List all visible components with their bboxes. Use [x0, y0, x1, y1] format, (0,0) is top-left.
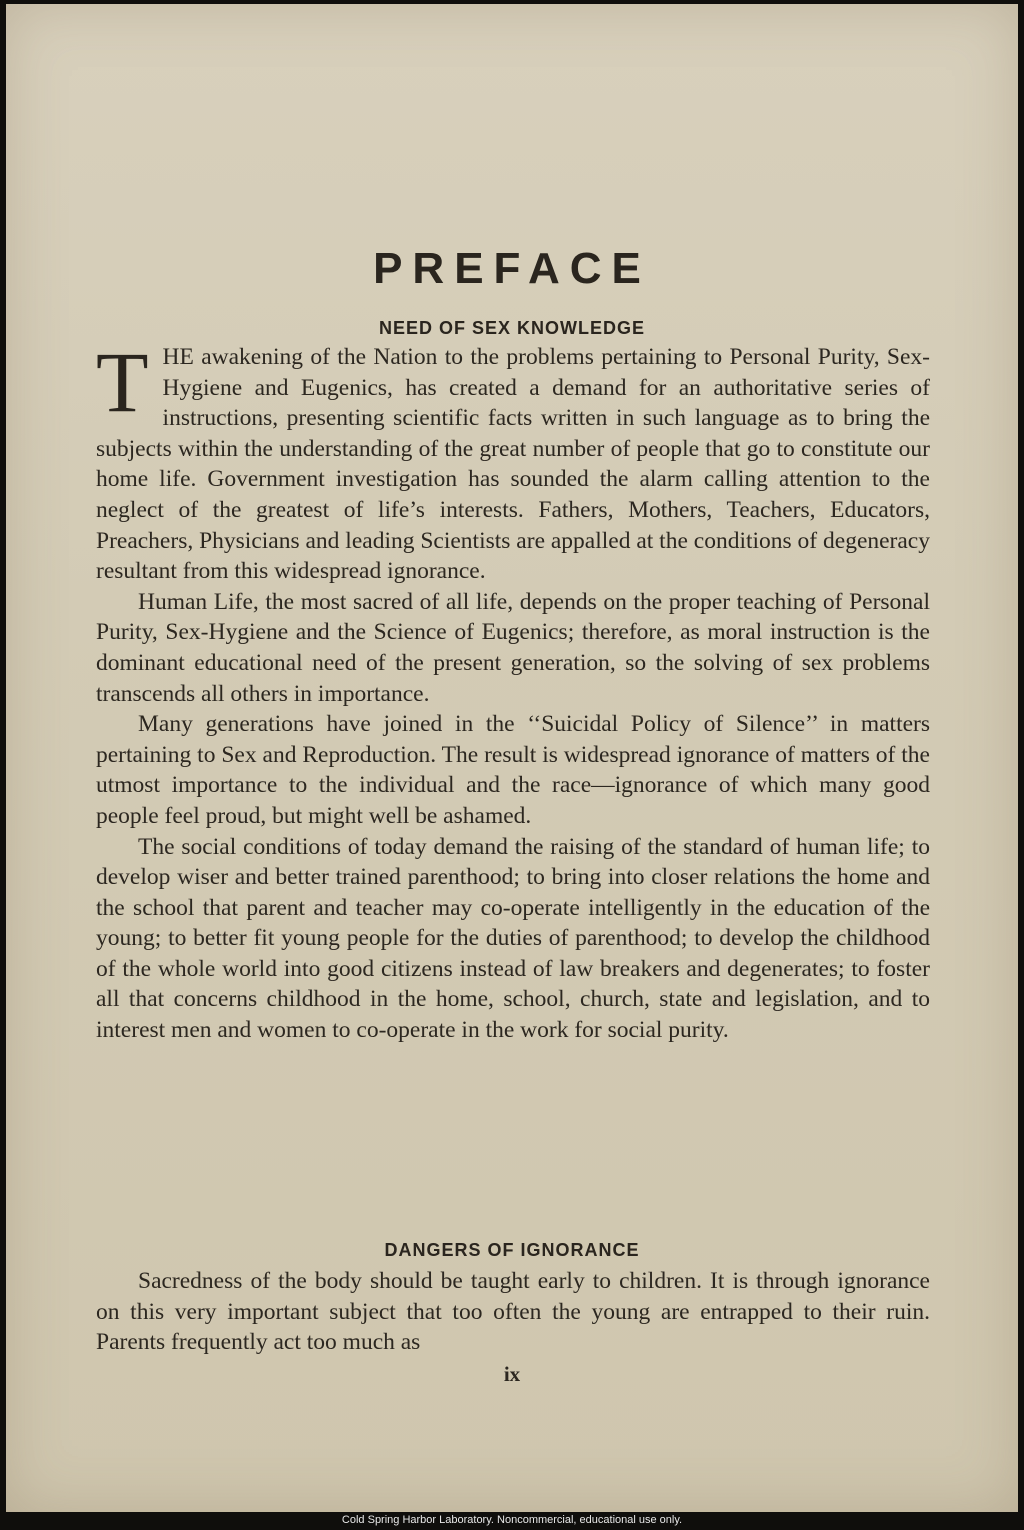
paragraph-2: Human Life, the most sacred of all life, depends on the proper teaching of Personal Purity, Sex-Hygiene and the Science of Eugenics; therefore, as moral instruction is the dominant educational need of the present generation, so the solving of sex problems transcends all others in importance. — [96, 588, 930, 707]
book-page — [6, 4, 1018, 1512]
credit-line: Cold Spring Harbor Laboratory. Noncommercial, educational use only. — [341, 1514, 683, 1526]
section-body-need-of-sex-knowledge — [96, 334, 930, 1046]
paragraph-1 — [96, 334, 930, 587]
section-heading-dangers-of-ignorance: DANGERS OF IGNORANCE — [384, 1240, 640, 1260]
drop-cap: T — [96, 334, 149, 430]
page-title: PREFACE — [373, 244, 651, 293]
paragraph-4: The social conditions of today demand the raising of the standard of human life; to develop wiser and better trained parenthood; to bring into closer relations the home and the school that parent and teacher may co-operate intelligently in the education of the young; to better fit young people for the duties of parenthood; to develop the childhood of the whole world into good citizens instead of law breakers and degenerates; to foster all that concerns childhood in the home, school, church, state and legislation, and to interest men and women to co-operate in the work for social purity. — [96, 833, 930, 1044]
section-body-dangers-of-ignorance — [96, 1266, 930, 1358]
paragraph-1-text: HE awakening of the Nation to the problems pertaining to Personal Purity, Sex-Hygiene and Eugenics, has created a demand for an authoritative series of instructions, presenting scientific facts written in such language as to bring the subjects within the understanding of the great number of people that go to constitute our home life. Government investigation has sounded the alarm calling attention to the neglect of the greatest of life’s interests. Fathers, Mothers, Teachers, Educators, Preachers, Physicians and leading Scientists are appalled at the conditions of degeneracy resultant from this widespread ignorance. — [96, 344, 930, 585]
paragraph-5: Sacredness of the body should be taught early to children. It is through ignorance on this very important subject that too often the young are entrapped to their ruin. Parents frequently act too much as — [96, 1268, 930, 1356]
paragraph-3: Many generations have joined in the ‘‘Suicidal Policy of Silence’’ in matters pertaining to Sex and Reproduction. The result is widespread ignorance of matters of the utmost importance to the individual and the race—ignorance of which many good people feel proud, but might well be ashamed. — [96, 711, 930, 829]
page-number: ix — [503, 1362, 521, 1386]
section-heading-need-of-sex-knowledge: NEED OF SEX KNOWLEDGE — [378, 318, 646, 338]
